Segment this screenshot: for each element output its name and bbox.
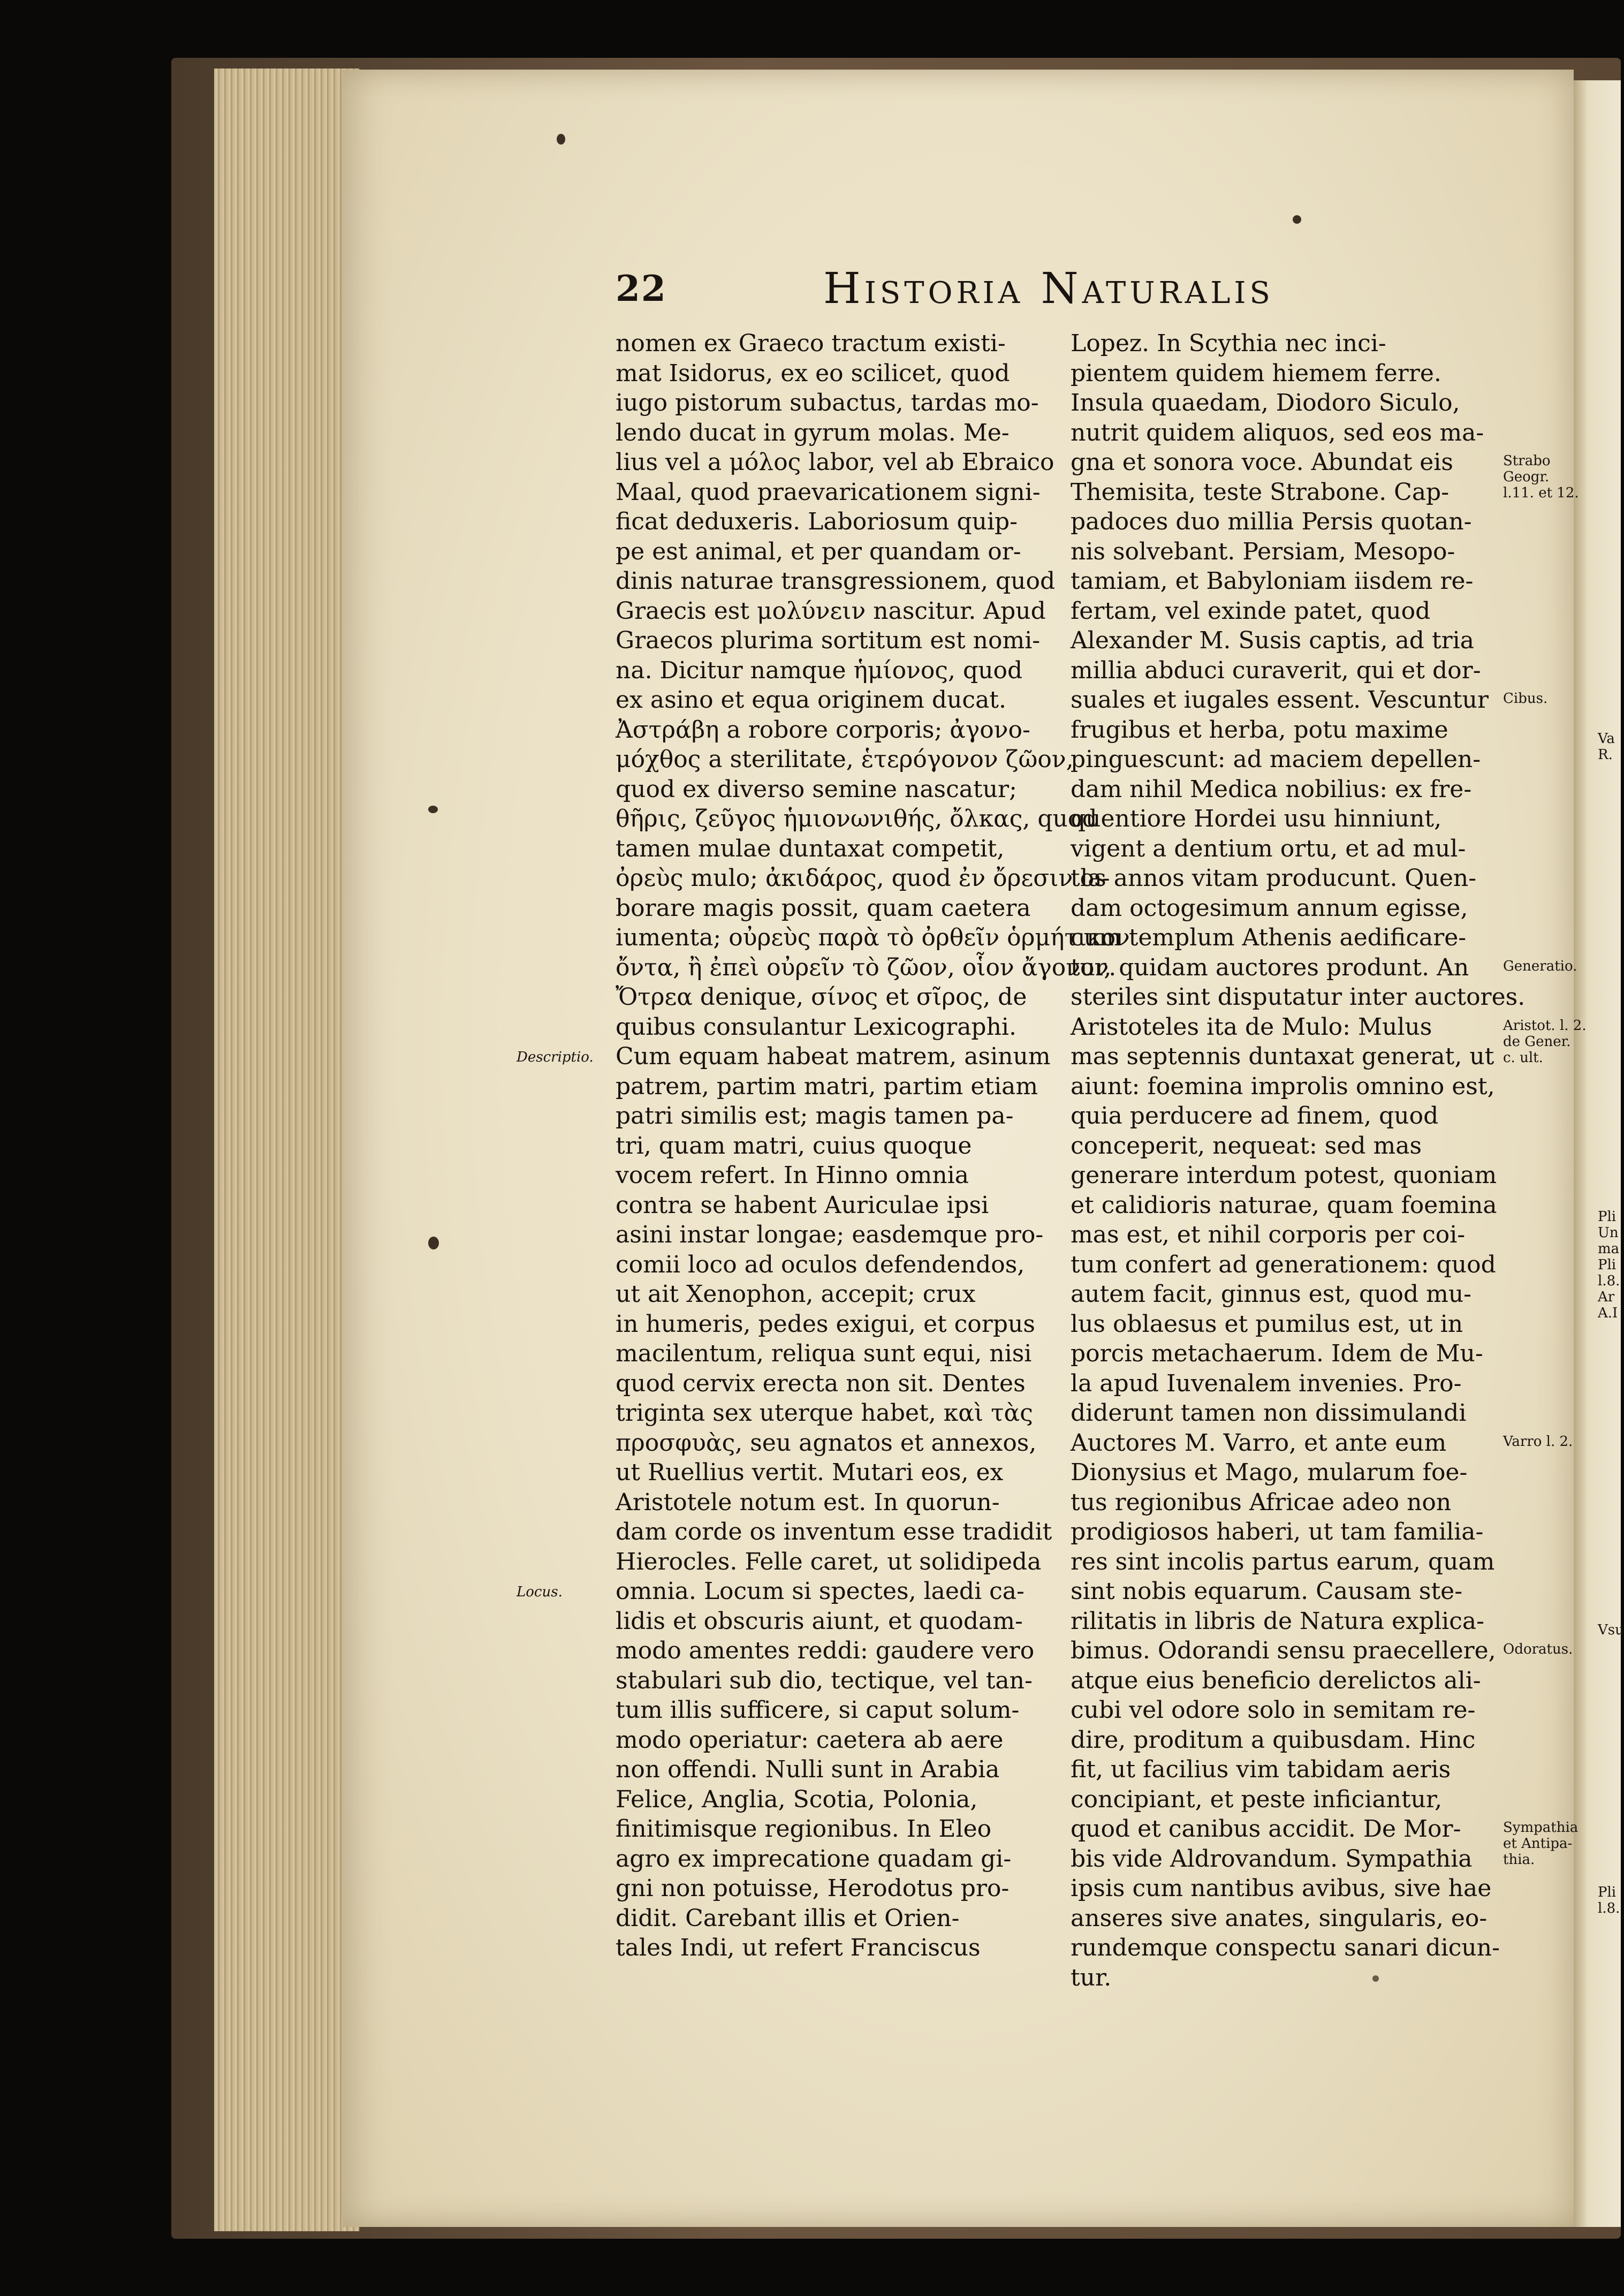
margin-note bbox=[1503, 1641, 1573, 1657]
text-line: Hierocles. Felle caret, ut solidipeda bbox=[616, 1548, 1042, 1575]
text-line: tum confert ad generationem: quod bbox=[1071, 1251, 1496, 1278]
text-line: Graecis est μολύνειν nascitur. Apud bbox=[616, 597, 1046, 625]
next-page-note-line: Pli bbox=[1598, 1884, 1617, 1900]
next-page-note-line: Va bbox=[1598, 731, 1615, 747]
text-line: finitimisque regionibus. In Eleo bbox=[616, 1815, 992, 1843]
text-line: pientem quidem hiemem ferre. bbox=[1071, 359, 1441, 387]
next-page-note-line: Ar bbox=[1598, 1289, 1615, 1305]
text-line: tur. bbox=[1071, 1964, 1112, 1991]
text-line: autem facit, ginnus est, quod mu- bbox=[1071, 1280, 1472, 1308]
margin-note-line: Cibus. bbox=[1503, 691, 1548, 707]
text-line: bimus. Odorandi sensu praecellere, bbox=[1071, 1637, 1496, 1664]
text-line: concipiant, et peste inficiantur, bbox=[1071, 1785, 1443, 1813]
next-page-note-line: R. bbox=[1598, 747, 1613, 763]
text-line: mat Isidorus, ex eo scilicet, quod bbox=[616, 359, 1010, 387]
text-line: vigent a dentium ortu, et ad mul- bbox=[1071, 835, 1466, 862]
next-page-note-line: Pli bbox=[1598, 1209, 1617, 1225]
text-line: ipsis cum nantibus avibus, sive hae bbox=[1071, 1875, 1492, 1902]
text-line: generare interdum potest, quoniam bbox=[1071, 1162, 1497, 1189]
text-line: μόχθος a sterilitate, ἑτερόγονον ζῶον, bbox=[616, 746, 1074, 773]
text-line: Graecos plurima sortitum est nomi- bbox=[616, 627, 1041, 654]
text-line: bis vide Aldrovandum. Sympathia bbox=[1071, 1845, 1473, 1873]
text-line: iugo pistorum subactus, tardas mo- bbox=[616, 389, 1039, 416]
text-line: prodigiosos haberi, ut tam familia- bbox=[1071, 1518, 1484, 1545]
text-line: stabulari sub dio, tectique, vel tan- bbox=[616, 1666, 1033, 1694]
text-line: didit. Carebant illis et Orien- bbox=[616, 1904, 960, 1932]
text-line: quia perducere ad finem, quod bbox=[1071, 1102, 1439, 1130]
text-line: diderunt tamen non dissimulandi bbox=[1071, 1399, 1467, 1427]
text-line: agro ex imprecatione quadam gi- bbox=[616, 1845, 1012, 1873]
text-line: lus oblaesus et pumilus est, ut in bbox=[1071, 1310, 1463, 1338]
text-line: quod ex diverso semine nascatur; bbox=[616, 775, 1017, 803]
text-line: ut Ruellius vertit. Mutari eos, ex bbox=[616, 1459, 1004, 1486]
margin-note-line: Odoratus. bbox=[1503, 1641, 1573, 1657]
margin-note bbox=[1503, 453, 1579, 501]
text-line: vocem refert. In Hinno omnia bbox=[616, 1162, 969, 1189]
text-line: quibus consulantur Lexicographi. bbox=[616, 1013, 1016, 1041]
text-line: et calidioris naturae, quam foemina bbox=[1071, 1191, 1497, 1219]
text-line: Ὄτρεα denique, σίνος et σῖρος, de bbox=[616, 983, 1027, 1011]
margin-note: Locus. bbox=[517, 1584, 563, 1600]
text-line: frugibus et herba, potu maxime bbox=[1071, 716, 1448, 744]
text-line: ὀρεὺς mulo; ἀκιδάρος, quod ἐν ὄρεσιν la- bbox=[616, 865, 1110, 892]
text-line: quentiore Hordei usu hinniunt, bbox=[1071, 805, 1442, 832]
next-page-note-line: Pli bbox=[1598, 1257, 1617, 1273]
text-line: porcis metachaerum. Idem de Mu- bbox=[1071, 1340, 1483, 1367]
text-line: atque eius beneficio derelictos ali- bbox=[1071, 1666, 1481, 1694]
text-line: quod cervix erecta non sit. Dentes bbox=[616, 1369, 1026, 1397]
margin-note-line: thia. bbox=[1503, 1852, 1535, 1868]
text-line: comii loco ad oculos defendendos, bbox=[616, 1251, 1025, 1278]
text-line: nomen ex Graeco tractum existi- bbox=[616, 330, 1006, 357]
margin-note-line: Varro l. 2. bbox=[1503, 1433, 1573, 1450]
running-title: Historia Naturalis bbox=[823, 263, 1274, 313]
page-edges bbox=[214, 69, 360, 2231]
text-line: dam corde os inventum esse tradidit bbox=[616, 1518, 1052, 1545]
text-line: προσφυὰς, seu agnatos et annexos, bbox=[616, 1429, 1037, 1457]
text-line: pinguescunt: ad maciem depellen- bbox=[1071, 746, 1481, 773]
text-line: in humeris, pedes exigui, et corpus bbox=[616, 1310, 1035, 1338]
text-line: padoces duo millia Persis quotan- bbox=[1071, 508, 1472, 535]
ink-spot bbox=[428, 806, 438, 813]
text-line: lius vel a μόλος labor, vel ab Ebraico bbox=[616, 449, 1054, 476]
text-line: mas est, et nihil corporis per coi- bbox=[1071, 1221, 1466, 1248]
text-line: θῆρις, ζεῦγος ἡμιονωνιθής, ὄλκας, quod bbox=[616, 805, 1097, 832]
text-line: Auctores M. Varro, et ante eum bbox=[1071, 1429, 1447, 1457]
text-line: res sint incolis partus earum, quam bbox=[1071, 1548, 1495, 1575]
text-line: conceperit, nequeat: sed mas bbox=[1071, 1132, 1422, 1160]
text-line: modo amentes reddi: gaudere vero bbox=[616, 1637, 1035, 1664]
text-line: sint nobis equarum. Causam ste- bbox=[1071, 1578, 1463, 1605]
text-line: millia abduci curaverit, qui et dor- bbox=[1071, 656, 1481, 684]
margin-note-line: et Antipa- bbox=[1503, 1836, 1573, 1852]
text-line: tamiam, et Babyloniam iisdem re- bbox=[1071, 567, 1474, 595]
text-line: tamen mulae duntaxat competit, bbox=[616, 835, 1005, 862]
text-line: triginta sex uterque habet, καὶ τὰς bbox=[616, 1399, 1033, 1427]
page-number: 22 bbox=[616, 268, 667, 309]
text-line: aiunt: foemina improlis omnino est, bbox=[1071, 1072, 1495, 1100]
next-page-note-line: Un bbox=[1598, 1225, 1619, 1241]
next-page-note bbox=[1598, 731, 1615, 763]
text-line: Lopez. In Scythia nec inci- bbox=[1071, 330, 1386, 357]
text-line: Ἀστράβη a robore corporis; ἀγονο- bbox=[616, 716, 1030, 744]
margin-note-line: Generatio. bbox=[1503, 958, 1577, 974]
text-line: mas septennis duntaxat generat, ut bbox=[1071, 1043, 1494, 1070]
text-line: tur, quidam auctores produnt. An bbox=[1071, 953, 1469, 981]
margin-note bbox=[1503, 691, 1547, 707]
text-line: patri similis est; magis tamen pa- bbox=[616, 1102, 1014, 1130]
text-line: lendo ducat in gyrum molas. Me- bbox=[616, 419, 1010, 446]
text-line: patrem, partim matri, partim etiam bbox=[616, 1072, 1038, 1100]
text-line: modo operiatur: caetera ab aere bbox=[616, 1726, 1004, 1754]
next-page-note-line: A.I bbox=[1598, 1305, 1618, 1321]
margin-note-line: de Gener. bbox=[1503, 1033, 1571, 1050]
text-line: rilitatis in libris de Natura explica- bbox=[1071, 1607, 1484, 1635]
text-line: Aristoteles ita de Mulo: Mulus bbox=[1071, 1013, 1432, 1041]
text-line: rundemque conspectu sanari dicun- bbox=[1071, 1934, 1500, 1961]
text-line: contra se habent Auriculae ipsi bbox=[616, 1191, 989, 1219]
next-page-note-line: Vsu bbox=[1598, 1622, 1624, 1638]
ink-spot bbox=[428, 1237, 439, 1249]
text-line: pe est animal, et per quandam or- bbox=[616, 537, 1021, 565]
text-line: ut ait Xenophon, accepit; crux bbox=[616, 1280, 976, 1308]
text-line: Maal, quod praevaricationem signi- bbox=[616, 478, 1041, 506]
text-line: dam nihil Medica nobilius: ex fre- bbox=[1071, 775, 1472, 803]
margin-note-line: Aristot. l. 2. bbox=[1503, 1017, 1587, 1034]
next-page-note-line: ma bbox=[1598, 1241, 1620, 1257]
margin-note: Descriptio. bbox=[517, 1049, 594, 1065]
text-line: la apud Iuvenalem invenies. Pro- bbox=[1071, 1369, 1462, 1397]
text-line: Alexander M. Susis captis, ad tria bbox=[1071, 627, 1474, 654]
next-page-note bbox=[1598, 1622, 1624, 1638]
text-line: na. Dicitur namque ἡμίονος, quod bbox=[616, 656, 1023, 684]
text-line: tos annos vitam producunt. Quen- bbox=[1071, 865, 1477, 892]
text-line: cubi vel odore solo in semitam re- bbox=[1071, 1696, 1476, 1724]
text-line: cum templum Athenis aedificare- bbox=[1071, 924, 1467, 951]
text-line: Cum equam habeat matrem, asinum bbox=[616, 1043, 1051, 1070]
text-line: fertam, vel exinde patet, quod bbox=[1071, 597, 1431, 625]
text-line: ex asino et equa originem ducat. bbox=[616, 686, 1006, 714]
text-line: iumenta; οὐρεὺς παρὰ τὸ ὀρθεῖν ὁρμήτικον bbox=[616, 924, 1130, 951]
text-line: Insula quaedam, Diodoro Siculo, bbox=[1071, 389, 1460, 416]
text-line: nis solvebant. Persiam, Mesopo- bbox=[1071, 537, 1455, 565]
text-line: Felice, Anglia, Scotia, Polonia, bbox=[616, 1785, 978, 1813]
text-line: quod et canibus accidit. De Mor- bbox=[1071, 1815, 1461, 1843]
text-line: borare magis possit, quam caetera bbox=[616, 894, 1031, 922]
text-line: macilentum, reliqua sunt equi, nisi bbox=[616, 1340, 1032, 1367]
next-page-note-line: l.8. bbox=[1598, 1900, 1620, 1916]
text-line: tales Indi, ut refert Franciscus bbox=[616, 1934, 981, 1961]
text-line: fit, ut facilius vim tabidam aeris bbox=[1071, 1756, 1451, 1783]
text-line: Aristotele notum est. In quorun- bbox=[616, 1488, 1000, 1516]
ink-spot bbox=[557, 134, 565, 145]
text-line: anseres sive anates, singularis, eo- bbox=[1071, 1904, 1488, 1932]
text-line: steriles sint disputatur inter auctores. bbox=[1071, 983, 1526, 1011]
text-line: nutrit quidem aliquos, sed eos ma- bbox=[1071, 419, 1484, 446]
next-page-note bbox=[1598, 1884, 1620, 1916]
text-line: dire, proditum a quibusdam. Hinc bbox=[1071, 1726, 1476, 1754]
text-line: omnia. Locum si spectes, laedi ca- bbox=[616, 1578, 1025, 1605]
margin-note-line: Sympathia bbox=[1503, 1820, 1579, 1836]
next-page-note-line: l.8. bbox=[1598, 1273, 1620, 1289]
text-line: suales et iugales essent. Vescuntur bbox=[1071, 686, 1489, 714]
text-line: dinis naturae transgressionem, quod bbox=[616, 567, 1056, 595]
text-line: gni non potuisse, Herodotus pro- bbox=[616, 1875, 1010, 1902]
margin-note-line: Strabo bbox=[1503, 453, 1551, 469]
margin-note bbox=[1503, 1820, 1578, 1868]
text-line: tum illis sufficere, si caput solum- bbox=[616, 1696, 1020, 1724]
text-line: Themisita, teste Strabone. Cap- bbox=[1071, 478, 1450, 506]
margin-note-line: Geogr. bbox=[1503, 469, 1550, 485]
margin-note-line: c. ult. bbox=[1503, 1049, 1543, 1066]
margin-note bbox=[1503, 1018, 1587, 1066]
text-line: lidis et obscuris aiunt, et quodam- bbox=[616, 1607, 1023, 1635]
margin-note bbox=[1503, 1434, 1573, 1450]
text-line: asini instar longae; easdemque pro- bbox=[616, 1221, 1044, 1248]
ink-spot bbox=[1293, 215, 1301, 224]
left-column bbox=[616, 329, 1130, 1963]
text-line: ὄντα, ἢ ἐπεὶ οὐρεῖν τὸ ζῶον, οἷον ἄγονον. bbox=[616, 953, 1117, 981]
text-line: Dionysius et Mago, mularum foe- bbox=[1071, 1459, 1468, 1486]
margin-note bbox=[1503, 958, 1577, 974]
next-page-note bbox=[1598, 1209, 1620, 1321]
text-line: non offendi. Nulli sunt in Arabia bbox=[616, 1756, 1000, 1783]
text-line: ficat deduxeris. Laboriosum quip- bbox=[616, 508, 1018, 535]
text-line: gna et sonora voce. Abundat eis bbox=[1071, 449, 1453, 476]
margin-note-line: l.11. et 12. bbox=[1503, 485, 1579, 501]
text-line: tri, quam matri, cuius quoque bbox=[616, 1132, 972, 1160]
text-line: dam octogesimum annum egisse, bbox=[1071, 894, 1468, 922]
text-line: tus regionibus Africae adeo non bbox=[1071, 1488, 1452, 1516]
